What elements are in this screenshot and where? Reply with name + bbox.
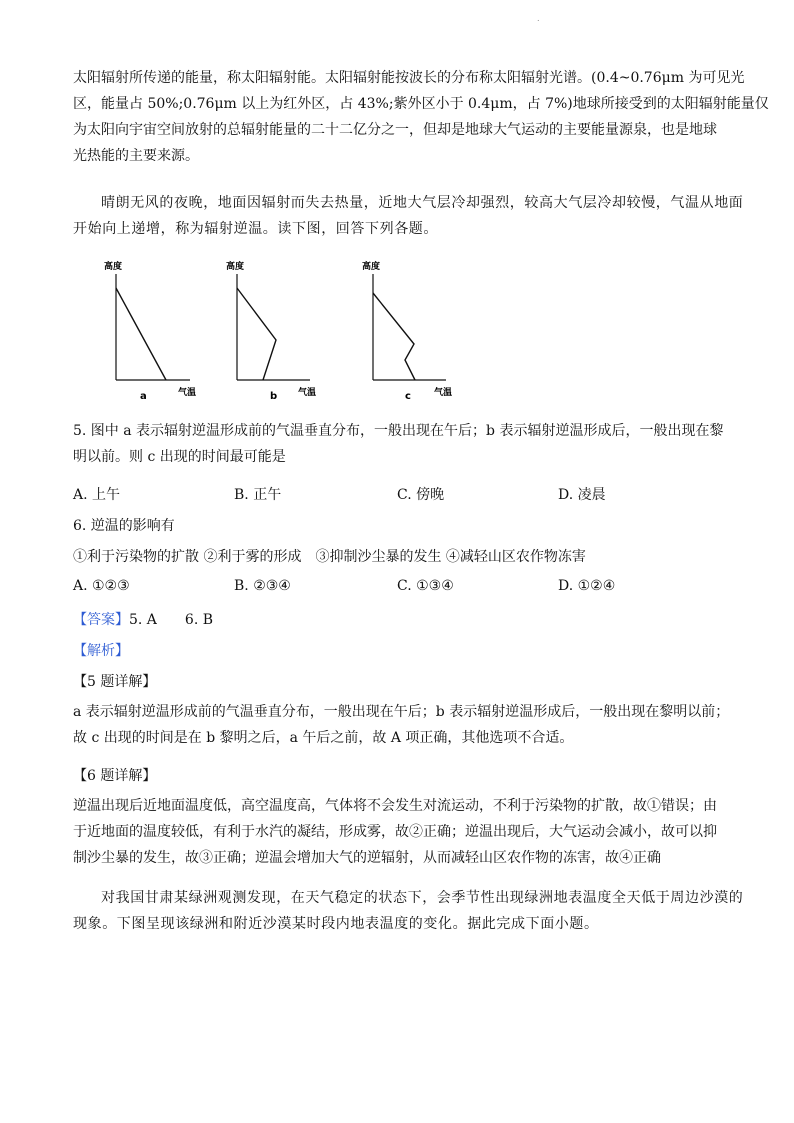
- question-line: 明以前。则 c 出现的时间最可能是: [73, 449, 286, 465]
- detail-line: 制沙尘暴的发生，故③正确；逆温会增加大气的逆辐射，从而减轻山区农作物的冻害，故④正确: [73, 850, 661, 866]
- profile-line: [237, 288, 276, 380]
- answer-label: 【答案】: [73, 612, 129, 628]
- x-axis-label: 气温: [298, 388, 317, 398]
- y-axis-label: 高度: [362, 262, 381, 272]
- analysis-label: 【解析】: [73, 643, 129, 659]
- question-6-statements: ①利于污染物的扩散 ②利于雾的形成 ③抑制沙尘暴的发生 ④减轻山区农作物冻害: [73, 549, 586, 565]
- detail-5-header: 【5 题详解】: [73, 674, 157, 690]
- passage-oasis: [73, 885, 744, 937]
- q5-option-c: C. 傍晚: [397, 487, 445, 503]
- passage-line: 现象。下图呈现该绿洲和附近沙漠某时段内地表温度的变化。据此完成下面小题。: [73, 916, 599, 932]
- x-axis-label: 气温: [434, 388, 453, 398]
- question-5-stem: [73, 418, 723, 470]
- question-line: 5. 图中 a 表示辐射逆温形成前的气温垂直分布，一般出现在午后；b 表示辐射逆温形成后，一般出现在黎: [73, 423, 724, 439]
- passage-line: 开始向上递增，称为辐射逆温。读下图，回答下列各题。: [73, 221, 438, 237]
- passage-line: 晴朗无风的夜晚，地面因辐射而失去热量，近地大气层冷却强烈，较高大气层冷却较慢，气温从地面: [101, 195, 744, 211]
- profile-line: [373, 293, 415, 380]
- panel-label: c: [405, 391, 411, 402]
- passage-inversion: [73, 190, 744, 242]
- detail-line: a 表示辐射逆温形成前的气温垂直分布，一般出现在午后；b 表示辐射逆温形成后，一般出现在黎明以前；: [73, 704, 730, 720]
- answer-line: [73, 609, 213, 629]
- q6-option-d: D. ①②④: [558, 578, 616, 594]
- q5-option-d: D. 凌晨: [558, 487, 606, 503]
- y-axis-label: 高度: [104, 262, 123, 272]
- detail-line: 逆温出现后近地面温度低，高空温度高，气体将不会发生对流运动，不利于污染物的扩散，故①错误；由: [73, 798, 717, 814]
- q6-option-a: A. ①②③: [73, 578, 130, 594]
- detail-line: 故 c 出现的时间是在 b 黎明之后，a 午后之前，故 A 项正确，其他选项不合适。: [73, 730, 574, 746]
- detail-line: 于近地面的温度较低，有利于水汽的凝结，形成雾，故②正确；逆温出现后，大气运动会减小，故可以抑: [73, 824, 717, 840]
- q6-option-b: B. ②③④: [234, 578, 291, 594]
- temperature-profile-c: [356, 258, 496, 403]
- x-axis-label: 气温: [178, 388, 197, 398]
- intro-paragraph: [73, 65, 769, 169]
- intro-line: 为太阳向宇宙空间放射的总辐射能量的二十二亿分之一，但却是地球大气运动的主要能量源泉，也是地球: [73, 122, 717, 138]
- intro-line: 太阳辐射所传递的能量，称太阳辐射能。太阳辐射能按波长的分布称太阳辐射光谱。(0.4~0.76μm 为可见光: [73, 70, 745, 86]
- detail-6-header: 【6 题详解】: [73, 768, 157, 784]
- q5-option-b: B. 正午: [234, 487, 282, 503]
- panel-label: b: [270, 391, 278, 402]
- answer-text: 5. A 6. B: [129, 612, 214, 628]
- question-6-stem: 6. 逆温的影响有: [73, 518, 175, 534]
- q5-option-a: A. 上午: [73, 487, 121, 503]
- temperature-profile-b: [220, 258, 360, 403]
- y-axis-label: 高度: [226, 262, 245, 272]
- profile-line: [116, 288, 166, 380]
- intro-line: 区，能量占 50%;0.76μm 以上为红外区，占 43%;紫外区小于 0.4μm，占 7%)地球所接受到的太阳辐射能量仅: [73, 96, 769, 112]
- detail-5-body: [73, 699, 730, 751]
- detail-6-body: [73, 793, 723, 871]
- header-mark: .: [537, 14, 540, 23]
- q6-option-c: C. ①③④: [397, 578, 454, 594]
- intro-line: 光热能的主要来源。: [73, 148, 199, 164]
- temperature-profile-a: [100, 258, 240, 403]
- panel-label: a: [140, 391, 147, 402]
- passage-line: 对我国甘肃某绿洲观测发现，在天气稳定的状态下，会季节性出现绿洲地表温度全天低于周边沙漠的: [101, 890, 744, 906]
